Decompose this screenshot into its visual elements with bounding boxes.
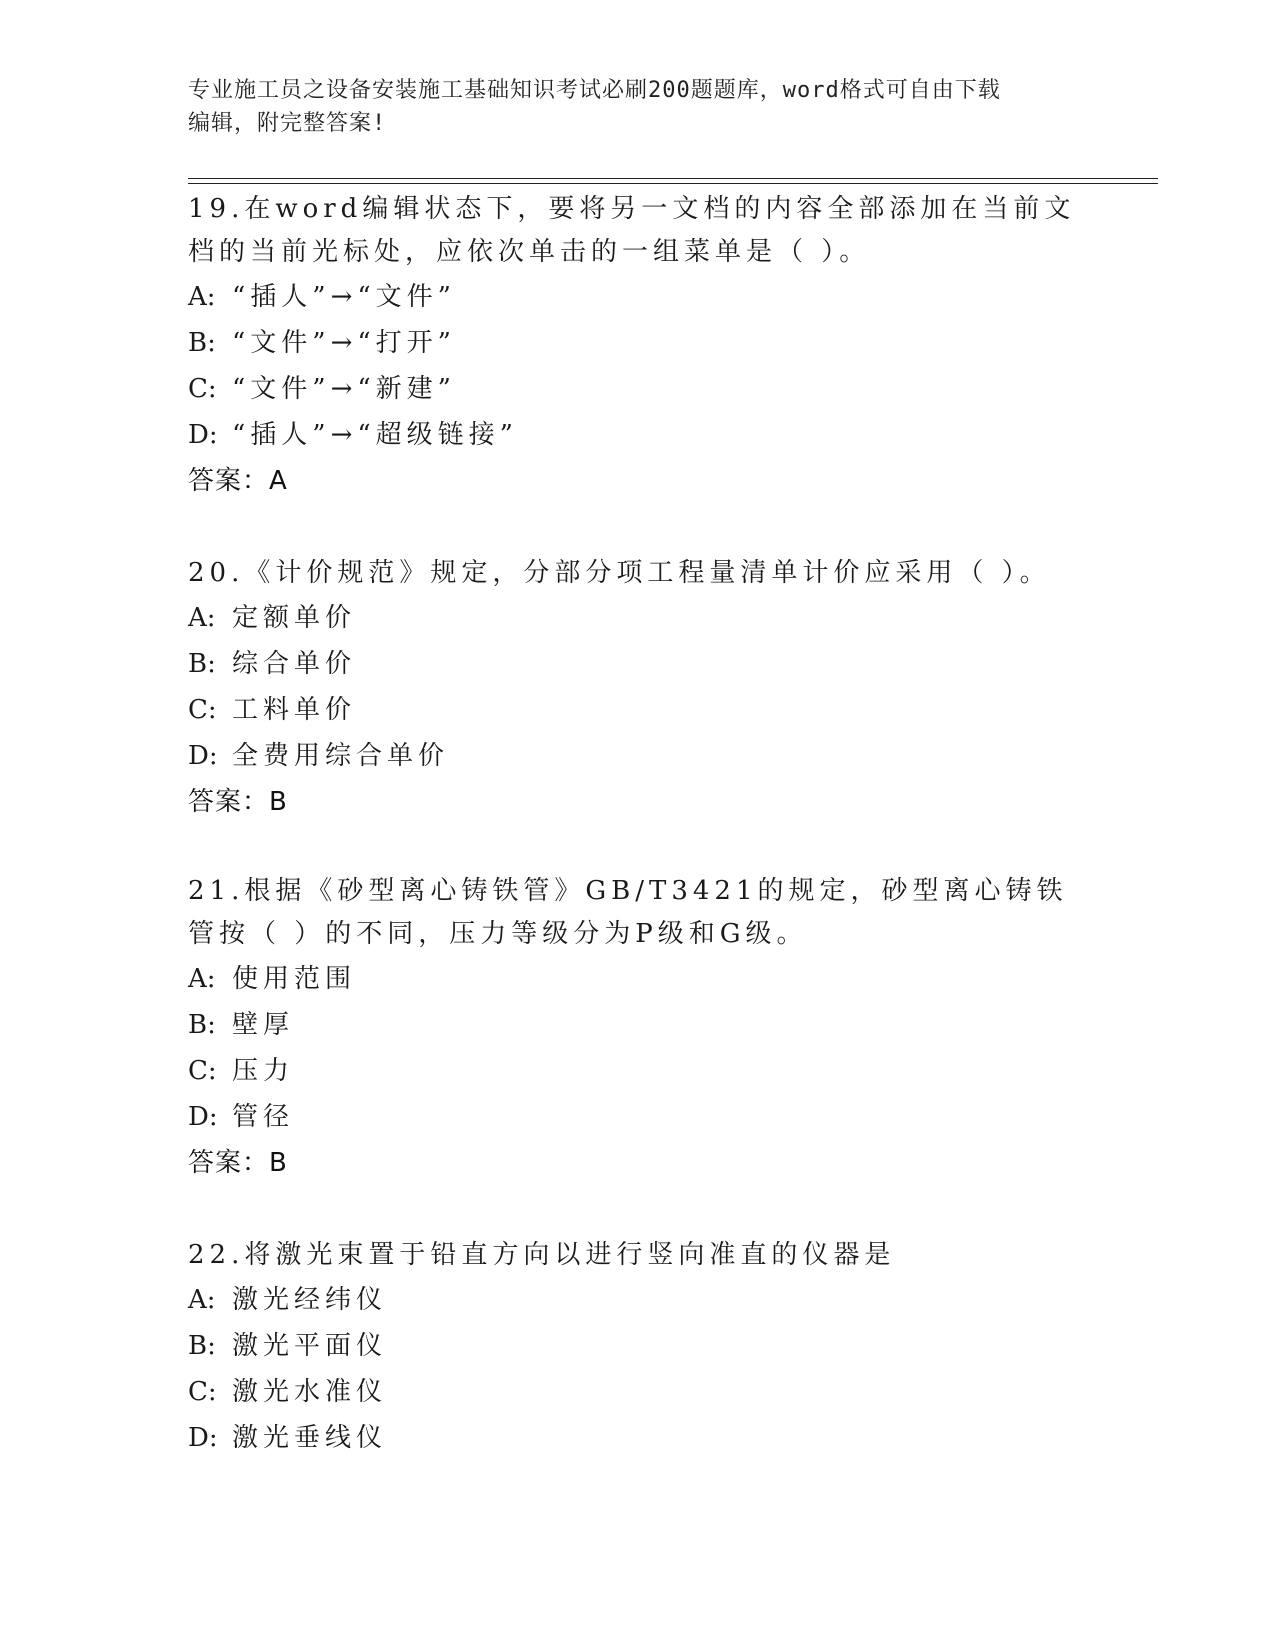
- option-a: [188, 595, 1088, 641]
- header-line-1: 专业施工员之设备安装施工基础知识考试必刷200题题库，word格式可自由下载: [188, 78, 1001, 103]
- option-text: 管径: [232, 1102, 295, 1132]
- option-b: [188, 1323, 1088, 1369]
- option-letter: D:: [188, 1102, 218, 1132]
- option-a: [188, 1277, 1088, 1323]
- option-c: [188, 687, 1088, 733]
- option-letter: C:: [188, 1056, 217, 1086]
- option-text: “插人”→“文件”: [232, 282, 456, 312]
- option-text: “文件”→“打开”: [232, 328, 456, 358]
- option-d: [188, 1094, 1088, 1140]
- header-line-2: 编辑，附完整答案!: [188, 111, 387, 136]
- option-letter: B:: [188, 1010, 216, 1040]
- question-text: 22.将激光束置于铅直方向以进行竖向准直的仪器是: [188, 1240, 896, 1270]
- option-letter: C:: [188, 1377, 217, 1407]
- option-a: [188, 956, 1088, 1002]
- option-c: [188, 1369, 1088, 1415]
- option-text: 使用范围: [232, 964, 357, 994]
- option-letter: A:: [188, 603, 216, 633]
- option-d: [188, 1415, 1088, 1461]
- document-header: [188, 74, 1088, 140]
- question-text: 19.在word编辑状态下，要将另一文档的内容全部添加在当前文档的当前光标处，应依次单击的一组菜单是（ ）。: [188, 194, 1076, 267]
- option-c: [188, 366, 1088, 412]
- question-22: [188, 1234, 1088, 1461]
- header-divider-top: [188, 178, 1158, 179]
- option-letter: D:: [188, 741, 218, 771]
- option-text: 综合单价: [232, 649, 357, 679]
- answer-line: 答案：A: [188, 466, 288, 496]
- header-divider-bottom: [188, 183, 1158, 184]
- answer-line: 答案：B: [188, 1148, 288, 1178]
- question-20: [188, 552, 1088, 825]
- option-b: [188, 641, 1088, 687]
- option-letter: B:: [188, 1331, 216, 1361]
- option-letter: A:: [188, 282, 216, 312]
- option-text: “文件”→“新建”: [232, 374, 456, 404]
- answer-line: 答案：B: [188, 787, 288, 817]
- option-text: 激光平面仪: [232, 1331, 388, 1361]
- option-letter: B:: [188, 649, 216, 679]
- option-a: [188, 274, 1088, 320]
- option-text: 全费用综合单价: [232, 741, 450, 771]
- option-text: 压力: [232, 1056, 295, 1086]
- option-text: 壁厚: [232, 1010, 295, 1040]
- option-text: 定额单价: [232, 603, 357, 633]
- option-letter: C:: [188, 374, 217, 404]
- option-letter: C:: [188, 695, 217, 725]
- option-text: 激光垂线仪: [232, 1423, 388, 1453]
- option-d: [188, 733, 1088, 779]
- option-letter: D:: [188, 420, 218, 450]
- option-b: [188, 320, 1088, 366]
- option-c: [188, 1048, 1088, 1094]
- option-letter: B:: [188, 328, 216, 358]
- option-text: “插人”→“超级链接”: [232, 420, 518, 450]
- question-21: [188, 870, 1088, 1186]
- question-19: [188, 188, 1088, 504]
- option-letter: A:: [188, 1285, 216, 1315]
- option-letter: D:: [188, 1423, 218, 1453]
- option-d: [188, 412, 1088, 458]
- question-text: 20.《计价规范》规定，分部分项工程量清单计价应采用（ ）。: [188, 558, 1051, 588]
- question-text: 21.根据《砂型离心铸铁管》GB/T3421的规定，砂型离心铸铁管按（ ）的不同，压力等级分为P级和G级。: [188, 876, 1068, 949]
- option-b: [188, 1002, 1088, 1048]
- option-letter: A:: [188, 964, 216, 994]
- option-text: 激光水准仪: [232, 1377, 388, 1407]
- option-text: 工料单价: [232, 695, 357, 725]
- option-text: 激光经纬仪: [232, 1285, 388, 1315]
